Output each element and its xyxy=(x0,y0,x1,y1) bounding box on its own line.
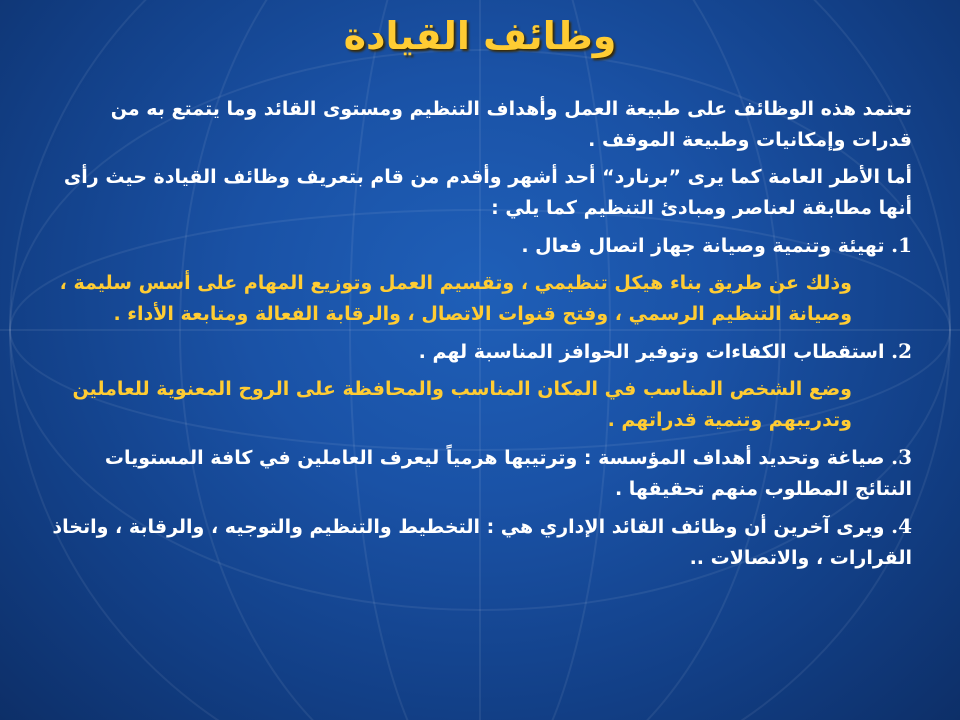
list-item-3 xyxy=(48,442,912,505)
item-2-detail xyxy=(48,374,912,436)
item-text: استقطاب الكفاءات وتوفير الحوافز المناسبة لهم . xyxy=(418,341,885,363)
intro-paragraph-2 xyxy=(48,162,912,224)
item-number: 3. xyxy=(891,445,912,469)
item-text: تهيئة وتنمية وصيانة جهاز اتصال فعال . xyxy=(521,235,885,257)
detail-text: وضع الشخص المناسب في المكان المناسب والمحافظة على الروح المعنوية للعاملين وتدريبهم وتنمية قدراتهم . xyxy=(72,378,852,431)
slide-content xyxy=(48,94,912,580)
item-number: 2. xyxy=(891,339,912,363)
list-item-1 xyxy=(48,230,912,262)
list-item-4 xyxy=(48,511,912,574)
item-number: 1. xyxy=(891,233,912,257)
item-text: ويرى آخرين أن وظائف القائد الإداري هي : التخطيط والتنظيم والتوجيه ، والرقابة ، واتخاذ القرارات ، والاتصالات .. xyxy=(52,516,912,569)
paragraph-text: تعتمد هذه الوظائف على طبيعة العمل وأهداف التنظيم ومستوى القائد وما يتمتع به من قدرات وإمكانيات وطبيعة الموقف . xyxy=(110,98,912,151)
list-item-2 xyxy=(48,336,912,368)
item-1-detail xyxy=(48,268,912,330)
item-text: صياغة وتحديد أهداف المؤسسة : وترتيبها هرمياً ليعرف العاملين في كافة المستويات النتائج المطلوب منهم تحقيقها . xyxy=(104,447,912,500)
detail-text: وذلك عن طريق بناء هيكل تنظيمي ، وتقسيم العمل وتوزيع المهام على أسس سليمة ، وصيانة التنظيم الرسمي ، وفتح قنوات الاتصال ، والرقابة الفعالة ومتابعة الأداء . xyxy=(59,272,852,325)
paragraph-text: أما الأطر العامة كما يرى ”برنارد“ أحد أشهر وأقدم من قام بتعريف وظائف القيادة حيث رأى أنها مطابقة لعناصر ومبادئ التنظيم كما يلي : xyxy=(63,166,912,219)
intro-paragraph-1 xyxy=(48,94,912,156)
item-number: 4. xyxy=(891,514,912,538)
slide-title: وظائف القيادة xyxy=(343,14,617,58)
